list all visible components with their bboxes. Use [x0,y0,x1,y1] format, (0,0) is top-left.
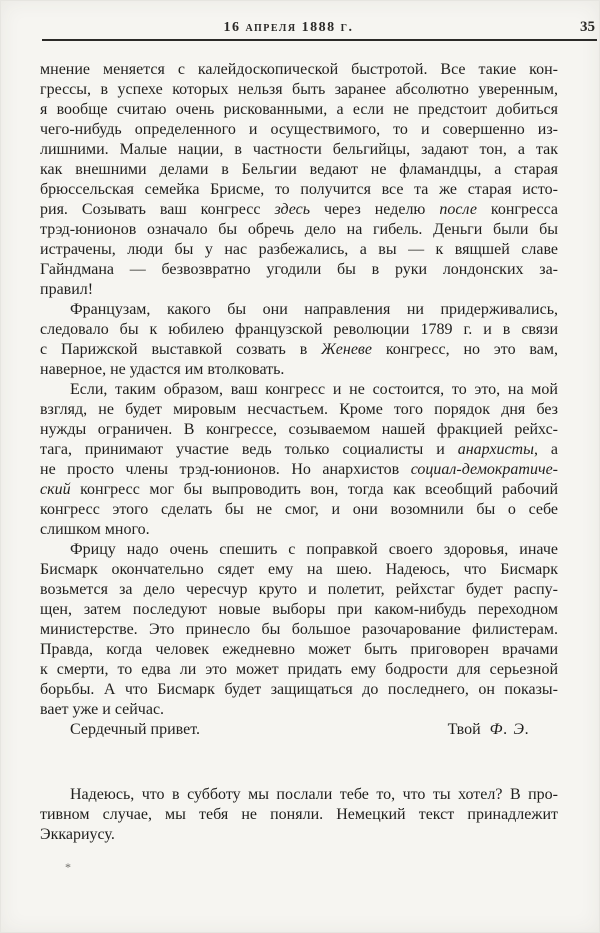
text-line: ский конгресс мог бы выпроводить вон, тогда как всеобщий рабочий [40,481,558,498]
signature-initials: Ф. Э. [489,721,530,738]
text-line: как внешними делами в Бельгии ведают не фламандцы, а старая [40,161,558,178]
text-line: грессы, в успехе которых нельзя быть заранее абсолютно уверенным, [40,81,558,98]
text-line: Если, таким образом, ваш конгресс и не состоится, то это, на мой [70,381,558,398]
text-line: брюссельская семейка Брисме, то получится все та же старая исто- [40,181,558,198]
footnote-asterisk: * [65,860,71,874]
text-line: взгляд, не будет мировым несчастьем. Кроме того порядок дня без [40,401,558,418]
text-line: не просто члены трэд-юнионов. Но анархистов социал-демократиче- [40,461,558,478]
text-line: Правда, когда человек ежедневно может быть приговорен врачами [40,641,558,658]
page-number: 35 [580,19,595,35]
text-line: Надеюсь, что в субботу мы послали тебе то, что ты хотел? В про- [70,786,558,803]
text-line: вает уже и сейчас. [40,701,165,718]
signature [448,720,530,740]
text-line: щен, затем последуют новые выборы при каком-нибудь переходном [40,601,558,618]
text-line: к смерти, то едва ли это может придать ему бодрости для серьезной [40,661,558,678]
text-line: возьмется за дело чересчур круто и полетит, рейхстаг будет распу- [40,581,558,598]
text-line: тага, принимают участие ведь только социалисты и анархисты, а [40,441,558,458]
text-line: тивном случае, мы тебя не поняли. Немецкий текст принадлежит [40,806,558,823]
text-line: Французам, какого бы они направления ни придерживались, [70,301,558,318]
paragraph [40,60,558,300]
text-line: нужды ограничен. В конгрессе, созываемом нашей фракцией рейхс- [40,421,558,438]
text-line: лишними. Малые нации, в частности бельгийцы, задают тон, а так [40,141,558,158]
signature-prefix: Твой [447,721,481,738]
postscript [40,785,558,845]
paragraph [40,540,558,720]
text-line: Фрицу надо очень спешить с поправкой своего здоровья, иначе [70,541,558,558]
header-date: 16 апреля 1888 г. [223,20,354,35]
text-line: с Парижской выставкой созвать в Женеве конгресс, но это вам, [40,341,559,358]
closing-salutation: Сердечный привет. [70,721,200,738]
text-line: истрачены, люди бы у нас разбежались, а вы — к вящшей славе [40,241,558,258]
page-header [42,0,597,41]
text-line: мнение меняется с калейдоскопической быстротой. Все такие кон- [40,61,558,78]
text-line: Гайндмана — безвозвратно угодили бы в руки лондонских за- [40,261,558,278]
signature-row [40,720,558,740]
text-line: министерстве. Это принесло бы большое разочарование филистерам. [40,621,558,638]
paragraph [40,380,558,540]
text-line: наверное, не удастся им втолковать. [40,361,285,378]
text-line: трэд-юнионов означало бы обречь дело на гибель. Деньги были бы [40,221,558,238]
text-line: конгресс этого сделать бы не смог, и они возомнили бы о себе [40,501,558,518]
letter-paragraphs [40,60,558,720]
text-line: Бисмарк окончательно сядет ему на шею. Надеюсь, что Бисмарк [40,561,558,578]
paragraph [40,785,558,845]
letter-body [40,60,558,873]
text-line: правил! [40,281,94,298]
text-line: рия. Созывать ваш конгресс здесь через неделю после конгресса [40,201,558,218]
text-line: я вообще считаю очень рискованными, а если не предстоит добиться [40,101,558,118]
text-line: слишком много. [40,521,150,538]
paragraph [40,300,558,380]
text-line: чего-нибудь определенного и осуществимого, то и совершенно из- [40,121,558,138]
text-line: следовало бы к юбилею французской революции 1789 г. и в связи [40,321,558,338]
text-line: Эккариусу. [40,826,115,843]
text-line: борьбы. А что Бисмарк будет защищаться до последнего, он показы- [40,681,558,698]
